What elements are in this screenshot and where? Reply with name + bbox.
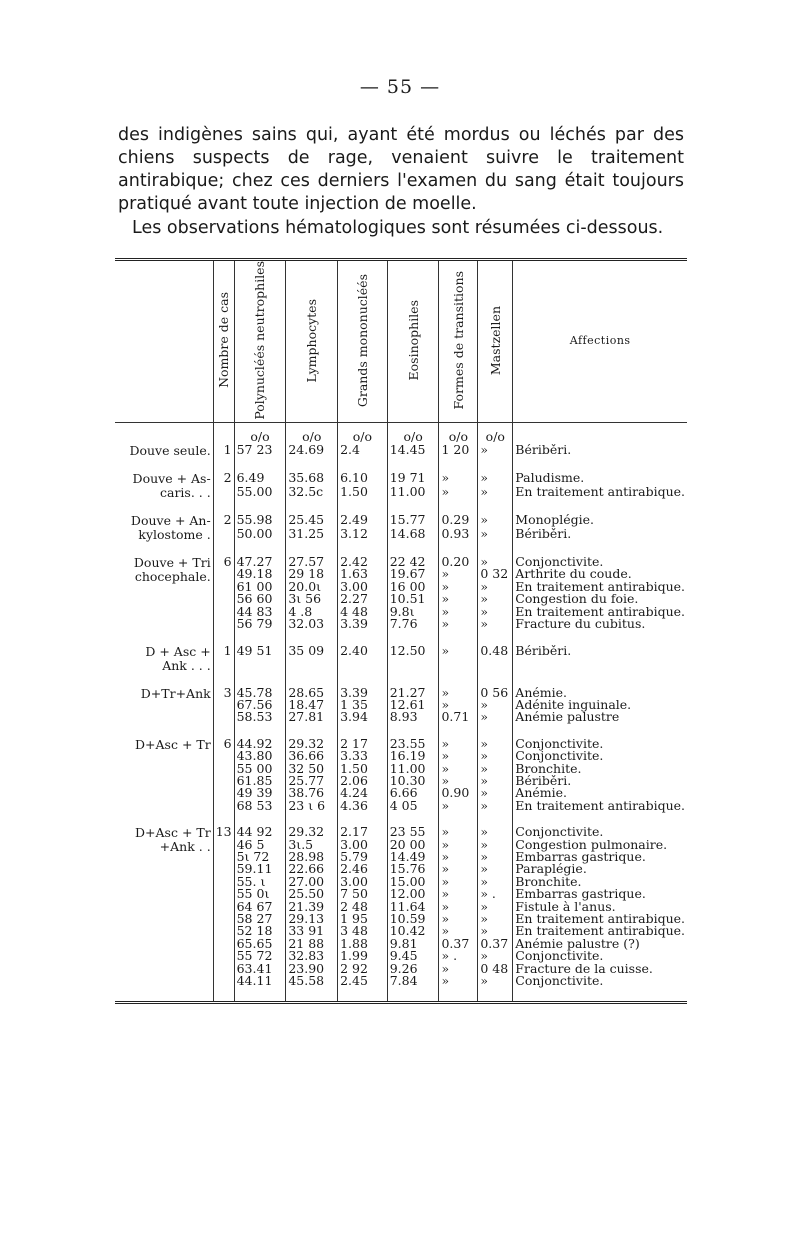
- cell-affection: Bronchite.: [513, 763, 687, 775]
- cell-affection: Conjonctivite.: [513, 975, 687, 987]
- cell-grands: 2.40: [338, 645, 388, 673]
- cell-eosino: 8.93: [387, 711, 439, 723]
- cell-eosino: 15.77: [387, 514, 439, 528]
- cell-grands: 4.36: [338, 800, 388, 812]
- cell-lymph: 21.39: [286, 901, 338, 913]
- cell-poly: 64 67: [234, 901, 286, 913]
- cell-lymph: 31.25: [286, 528, 338, 542]
- cell-formes: »: [439, 800, 478, 812]
- cell-affection: En traitement antirabique.: [513, 925, 687, 937]
- cell-affection: Paraplégie.: [513, 863, 687, 875]
- cell-formes: »: [439, 750, 478, 762]
- cell-eosino: 23 55: [387, 826, 439, 838]
- case-count: 1: [213, 645, 234, 673]
- header-ncas: Nombre de cas: [213, 260, 234, 423]
- cell-grands: 7 50: [338, 888, 388, 900]
- cell-poly: 44 92: [234, 826, 286, 838]
- cell-poly: 67.56: [234, 699, 286, 711]
- cell-affection: Fistule à l'anus.: [513, 901, 687, 913]
- cell-poly: 59.11: [234, 863, 286, 875]
- cell-lymph: 25.77: [286, 775, 338, 787]
- case-count: 13: [213, 826, 234, 987]
- cell-poly: 56 79: [234, 618, 286, 630]
- cell-lymph: 22.66: [286, 863, 338, 875]
- cell-lymph: 36.66: [286, 750, 338, 762]
- cell-eosino: 9.81: [387, 938, 439, 950]
- cell-poly: 49 39: [234, 787, 286, 799]
- cell-formes: »: [439, 901, 478, 913]
- cell-eosino: 16 00: [387, 581, 439, 593]
- header-grands: Grands mononucléés: [338, 260, 388, 423]
- cell-formes: »: [439, 775, 478, 787]
- cell-grands: 2.4: [338, 444, 388, 458]
- group-label-line: Ank . . .: [162, 657, 211, 673]
- cell-mast: »: [478, 472, 513, 486]
- cell-eosino: 6.66: [387, 787, 439, 799]
- cell-affection: Fracture du cubitus.: [513, 618, 687, 630]
- cell-eosino: 19.67: [387, 568, 439, 580]
- group-label-line: kylostome .: [138, 527, 211, 543]
- cell-mast: »: [478, 763, 513, 775]
- cell-grands: 3.39: [338, 618, 388, 630]
- cell-lymph: 3ι.5: [286, 839, 338, 851]
- cell-grands: 2 92: [338, 963, 388, 975]
- cell-grands: 2.27: [338, 593, 388, 605]
- cell-formes: »: [439, 687, 478, 699]
- cell-lymph: 25.45: [286, 514, 338, 528]
- cell-poly: 65.65: [234, 938, 286, 950]
- cell-affection: Bériběri.: [513, 775, 687, 787]
- cell-mast: 0 48: [478, 963, 513, 975]
- cell-eosino: 11.64: [387, 901, 439, 913]
- cell-mast: »: [478, 925, 513, 937]
- case-count: 3: [213, 687, 234, 724]
- cell-affection: En traitement antirabique.: [513, 800, 687, 812]
- cell-lymph: 21 88: [286, 938, 338, 950]
- cell-poly: 58.53: [234, 711, 286, 723]
- cell-grands: 6.10: [338, 472, 388, 486]
- cell-lymph: 28.98: [286, 851, 338, 863]
- cell-lymph: 29.32: [286, 738, 338, 750]
- group-label-line: Douve + As-: [132, 471, 211, 487]
- cell-affection: Conjonctivite.: [513, 826, 687, 838]
- cell-eosino: 14.49: [387, 851, 439, 863]
- cell-poly: 47.27: [234, 556, 286, 568]
- group-label-line: +Ank . .: [159, 839, 211, 855]
- cell-affection: Embarras gastrique.: [513, 851, 687, 863]
- cell-affection: Paludisme.: [513, 472, 687, 486]
- cell-formes: »: [439, 839, 478, 851]
- group-label: [115, 472, 213, 500]
- table-row: [115, 645, 687, 673]
- cell-eosino: 10.42: [387, 925, 439, 937]
- cell-lymph: 29 18: [286, 568, 338, 580]
- cell-mast: »: [478, 775, 513, 787]
- cell-grands: 3.00: [338, 876, 388, 888]
- cell-lymph: 32.5ϲ: [286, 486, 338, 500]
- cell-lymph: 32.83: [286, 950, 338, 962]
- cell-mast: »: [478, 863, 513, 875]
- cell-poly: 63.41: [234, 963, 286, 975]
- cell-formes: »: [439, 826, 478, 838]
- group-label: [115, 738, 213, 812]
- cell-formes: »: [439, 472, 478, 486]
- cell-eosino: 22 42: [387, 556, 439, 568]
- unit-mast: o/o: [478, 423, 513, 445]
- header-affections: Affections: [513, 260, 687, 423]
- cell-formes: »: [439, 763, 478, 775]
- cell-mast: »: [478, 514, 513, 528]
- table-row: [115, 444, 687, 458]
- cell-poly: 52 18: [234, 925, 286, 937]
- cell-eosino: 12.00: [387, 888, 439, 900]
- cell-mast: »: [478, 950, 513, 962]
- cell-lymph: 27.00: [286, 876, 338, 888]
- cell-grands: 3.00: [338, 581, 388, 593]
- cell-formes: »: [439, 975, 478, 987]
- cell-formes: »: [439, 888, 478, 900]
- cell-lymph: 45.58: [286, 975, 338, 987]
- cell-formes: »: [439, 925, 478, 937]
- cell-affection: Embarras gastrique.: [513, 888, 687, 900]
- cell-eosino: 15.00: [387, 876, 439, 888]
- cell-grands: 2.49: [338, 514, 388, 528]
- case-count: 6: [213, 738, 234, 812]
- group-label-line: Douve seule.: [129, 443, 211, 459]
- cell-formes: 0.29: [439, 514, 478, 528]
- cell-eosino: 9.8ι: [387, 606, 439, 618]
- cell-affection: En traitement antirabique.: [513, 581, 687, 593]
- cell-affection: Arthrite du coude.: [513, 568, 687, 580]
- cell-mast: »: [478, 738, 513, 750]
- cell-poly: 46 5: [234, 839, 286, 851]
- cell-poly: 44.92: [234, 738, 286, 750]
- cell-grands: 3.39: [338, 687, 388, 699]
- cell-grands: 4 48: [338, 606, 388, 618]
- cell-affection: En traitement antirabique.: [513, 606, 687, 618]
- cell-grands: 1.50: [338, 763, 388, 775]
- cell-poly: 61 00: [234, 581, 286, 593]
- cell-eosino: 10.51: [387, 593, 439, 605]
- cell-formes: »: [439, 851, 478, 863]
- cell-formes: »: [439, 876, 478, 888]
- cell-affection: Conjonctivite.: [513, 738, 687, 750]
- cell-affection: Bériběri.: [513, 645, 687, 673]
- cell-formes: » .: [439, 950, 478, 962]
- cell-poly: 50.00: [234, 528, 286, 542]
- intro-text: [118, 124, 684, 240]
- cell-eosino: 7.76: [387, 618, 439, 630]
- cell-formes: 0.93: [439, 528, 478, 542]
- cell-eosino: 11.00: [387, 486, 439, 500]
- cell-poly: 55 0ι: [234, 888, 286, 900]
- cell-mast: »: [478, 618, 513, 630]
- cell-mast: »: [478, 800, 513, 812]
- case-count: 1: [213, 444, 234, 458]
- cell-mast: »: [478, 444, 513, 458]
- page-number: — 55 —: [359, 76, 441, 98]
- cell-lymph: 20.0ι: [286, 581, 338, 593]
- header-lymph: Lymphocytes: [286, 260, 338, 423]
- cell-eosino: 9.45: [387, 950, 439, 962]
- group-label: [115, 645, 213, 673]
- table-body: [115, 423, 687, 1003]
- cell-mast: »: [478, 556, 513, 568]
- group-label: [115, 556, 213, 630]
- cell-grands: 3.00: [338, 839, 388, 851]
- cell-poly: 5ι 72: [234, 851, 286, 863]
- cell-grands: 1.88: [338, 938, 388, 950]
- cell-formes: »: [439, 863, 478, 875]
- cell-poly: 44 83: [234, 606, 286, 618]
- cell-mast: »: [478, 913, 513, 925]
- cell-poly: 6.49: [234, 472, 286, 486]
- cell-grands: 2 17: [338, 738, 388, 750]
- cell-eosino: 15.76: [387, 863, 439, 875]
- cell-poly: 55.98: [234, 514, 286, 528]
- cell-affection: Anémie.: [513, 687, 687, 699]
- cell-formes: »: [439, 568, 478, 580]
- cell-affection: Conjonctivite.: [513, 750, 687, 762]
- cell-affection: Fracture de la cuisse.: [513, 963, 687, 975]
- cell-mast: »: [478, 839, 513, 851]
- cell-mast: »: [478, 876, 513, 888]
- cell-lymph: 25.50: [286, 888, 338, 900]
- cell-eosino: 4 05: [387, 800, 439, 812]
- case-count: 2: [213, 514, 234, 542]
- cell-formes: »: [439, 606, 478, 618]
- cell-lymph: 27.57: [286, 556, 338, 568]
- cell-lymph: 32.03: [286, 618, 338, 630]
- cell-lymph: 23 ι 6: [286, 800, 338, 812]
- group-label: [115, 444, 213, 458]
- cell-affection: Conjonctivite.: [513, 556, 687, 568]
- cell-grands: 3 48: [338, 925, 388, 937]
- cell-grands: 3.33: [338, 750, 388, 762]
- cell-poly: 68 53: [234, 800, 286, 812]
- cell-eosino: 7.84: [387, 975, 439, 987]
- cell-mast: 0 56: [478, 687, 513, 699]
- group-label-line: chocephale.: [134, 569, 211, 585]
- cell-mast: »: [478, 787, 513, 799]
- cell-eosino: 20 00: [387, 839, 439, 851]
- cell-lymph: 28.65: [286, 687, 338, 699]
- cell-poly: 55 00: [234, 763, 286, 775]
- cell-poly: 56 60: [234, 593, 286, 605]
- cell-poly: 55 72: [234, 950, 286, 962]
- unit-eosino: o/o: [387, 423, 439, 445]
- cell-formes: »: [439, 618, 478, 630]
- cell-grands: 2.17: [338, 826, 388, 838]
- header-group-blank: [115, 260, 213, 423]
- cell-grands: 2 48: [338, 901, 388, 913]
- cell-eosino: 14.68: [387, 528, 439, 542]
- paragraph-summary: Les observations hématologiques sont résumées ci-dessous.: [132, 218, 664, 238]
- cell-formes: 1 20: [439, 444, 478, 458]
- cell-poly: 49 51: [234, 645, 286, 673]
- cell-affection: Anémie palustre (?): [513, 938, 687, 950]
- cell-affection: Congestion du foie.: [513, 593, 687, 605]
- cell-eosino: 16.19: [387, 750, 439, 762]
- header-mast: Mastzellen: [478, 260, 513, 423]
- group-label-line: D+Asc + Tr: [135, 736, 211, 752]
- cell-poly: 61.85: [234, 775, 286, 787]
- cell-affection: En traitement antirabique.: [513, 486, 687, 500]
- header-formes: Formes de transitions: [439, 260, 478, 423]
- cell-lymph: 4 .8: [286, 606, 338, 618]
- cell-grands: 3.12: [338, 528, 388, 542]
- cell-lymph: 18.47: [286, 699, 338, 711]
- cell-formes: 0.90: [439, 787, 478, 799]
- group-label-line: caris. . .: [159, 485, 211, 501]
- cell-grands: 4.24: [338, 787, 388, 799]
- cell-poly: 44.11: [234, 975, 286, 987]
- cell-affection: Anémie palustre: [513, 711, 687, 723]
- cell-eosino: 19 71: [387, 472, 439, 486]
- cell-formes: »: [439, 699, 478, 711]
- cell-lymph: 29.32: [286, 826, 338, 838]
- group-label: [115, 687, 213, 724]
- cell-mast: 0.48: [478, 645, 513, 673]
- group-label-line: Douve + Tri: [133, 555, 211, 571]
- cell-poly: 49.18: [234, 568, 286, 580]
- cell-affection: Bériběri.: [513, 528, 687, 542]
- cell-mast: »: [478, 581, 513, 593]
- cell-lymph: 27.81: [286, 711, 338, 723]
- cell-grands: 2.06: [338, 775, 388, 787]
- cell-affection: Anémie.: [513, 787, 687, 799]
- header-eosino: Eosinophiles: [387, 260, 439, 423]
- cell-eosino: 11.00: [387, 763, 439, 775]
- cell-lymph: 35.68: [286, 472, 338, 486]
- unit-lymph: o/o: [286, 423, 338, 445]
- cell-grands: 1 35: [338, 699, 388, 711]
- cell-mast: »: [478, 750, 513, 762]
- cell-mast: »: [478, 826, 513, 838]
- cell-poly: 57 23: [234, 444, 286, 458]
- cell-lymph: 38.76: [286, 787, 338, 799]
- cell-eosino: 12.61: [387, 699, 439, 711]
- cell-lymph: 24.69: [286, 444, 338, 458]
- cell-grands: 1.50: [338, 486, 388, 500]
- cell-eosino: 9.26: [387, 963, 439, 975]
- cell-mast: »: [478, 593, 513, 605]
- unit-formes: o/o: [439, 423, 478, 445]
- cell-mast: »: [478, 486, 513, 500]
- cell-lymph: 32 50: [286, 763, 338, 775]
- group-label-line: D+Asc + Tr: [135, 825, 211, 841]
- paragraph-continuation: des indigènes sains qui, ayant été mordus ou léchés par des chiens suspects de rage, venaient suivre le traitement antirabique; chez ces derniers l'examen du sang était toujours pratiqué avant toute injection de moelle.: [118, 125, 684, 214]
- cell-poly: 55.00: [234, 486, 286, 500]
- cell-mast: »: [478, 711, 513, 723]
- cell-mast: »: [478, 699, 513, 711]
- header-poly: Polynucléés neutrophiles: [234, 260, 286, 423]
- cell-affection: Monoplégie.: [513, 514, 687, 528]
- cell-mast: »: [478, 851, 513, 863]
- cell-affection: Bronchite.: [513, 876, 687, 888]
- cell-mast: 0 32: [478, 568, 513, 580]
- group-label-line: D+Tr+Ank: [140, 685, 211, 701]
- cell-grands: 1 95: [338, 913, 388, 925]
- cell-poly: 43.80: [234, 750, 286, 762]
- cell-mast: »: [478, 975, 513, 987]
- cell-mast: »: [478, 606, 513, 618]
- cell-lymph: 23.90: [286, 963, 338, 975]
- group-label: [115, 826, 213, 987]
- cell-formes: »: [439, 581, 478, 593]
- cell-formes: »: [439, 738, 478, 750]
- cell-eosino: 21.27: [387, 687, 439, 699]
- cell-formes: 0.37: [439, 938, 478, 950]
- cell-grands: 2.42: [338, 556, 388, 568]
- cell-grands: 5.79: [338, 851, 388, 863]
- group-label-line: D + Asc +: [145, 643, 211, 659]
- cell-affection: Adénite inguinale.: [513, 699, 687, 711]
- cell-mast: »: [478, 901, 513, 913]
- cell-grands: 1.99: [338, 950, 388, 962]
- cell-poly: 58 27: [234, 913, 286, 925]
- cell-lymph: 35 09: [286, 645, 338, 673]
- cell-poly: 45.78: [234, 687, 286, 699]
- unit-grands: o/o: [338, 423, 388, 445]
- cell-mast: » .: [478, 888, 513, 900]
- cell-eosino: 12.50: [387, 645, 439, 673]
- cell-eosino: 10.30: [387, 775, 439, 787]
- cell-formes: »: [439, 645, 478, 673]
- cell-formes: »: [439, 913, 478, 925]
- cell-lymph: 33 91: [286, 925, 338, 937]
- cell-grands: 2.45: [338, 975, 388, 987]
- cell-grands: 3.94: [338, 711, 388, 723]
- cell-eosino: 10.59: [387, 913, 439, 925]
- cell-eosino: 14.45: [387, 444, 439, 458]
- table-end-spacer: [115, 987, 687, 1003]
- hematology-table: [115, 258, 687, 1004]
- cell-formes: 0.20: [439, 556, 478, 568]
- cell-formes: 0.71: [439, 711, 478, 723]
- cell-mast: »: [478, 528, 513, 542]
- cell-formes: »: [439, 593, 478, 605]
- cell-lymph: 29.13: [286, 913, 338, 925]
- cell-formes: »: [439, 963, 478, 975]
- unit-poly: o/o: [234, 423, 286, 445]
- cell-lymph: 3ι 56: [286, 593, 338, 605]
- case-count: 2: [213, 472, 234, 500]
- group-label-line: Douve + An-: [130, 513, 211, 529]
- cell-affection: Congestion pulmonaire.: [513, 839, 687, 851]
- cell-eosino: 23.55: [387, 738, 439, 750]
- case-count: 6: [213, 556, 234, 630]
- cell-grands: 1.63: [338, 568, 388, 580]
- cell-affection: Conjonctivite.: [513, 950, 687, 962]
- cell-poly: 55. ι: [234, 876, 286, 888]
- cell-grands: 2.46: [338, 863, 388, 875]
- cell-affection: En traitement antirabique.: [513, 913, 687, 925]
- units-row: [115, 423, 687, 445]
- group-label: [115, 514, 213, 542]
- cell-formes: »: [439, 486, 478, 500]
- header-row: [115, 260, 687, 423]
- cell-mast: 0.37: [478, 938, 513, 950]
- cell-affection: Bériběri.: [513, 444, 687, 458]
